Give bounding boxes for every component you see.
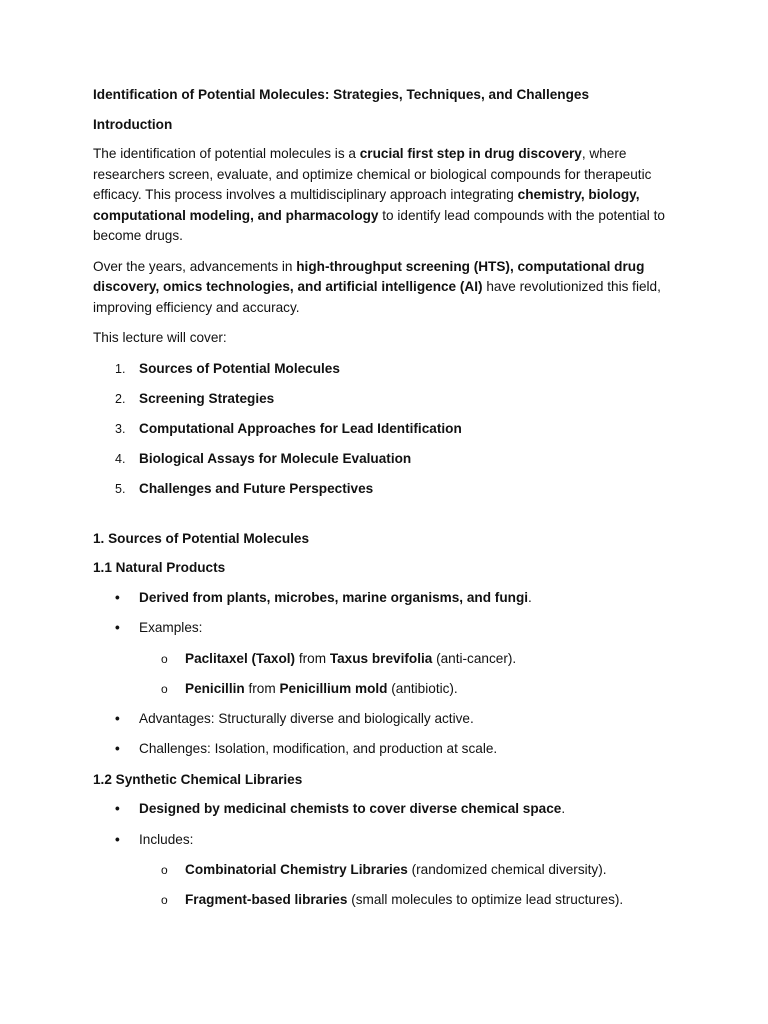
list-item: • Includes:: [93, 830, 683, 851]
section-1-1-heading: 1.1 Natural Products: [93, 560, 226, 575]
sub-bullet-icon: o: [161, 681, 168, 696]
bullet-icon: •: [115, 741, 120, 756]
list-item: o Combinatorial Chemistry Libraries (randomized chemical diversity).: [93, 860, 683, 881]
list-item: 3. Computational Approaches for Lead Identification: [115, 420, 462, 436]
natural-products-notes: [93, 709, 683, 760]
list-item: o Penicillin from Penicillium mold (antibiotic).: [93, 679, 683, 700]
list-item: • Examples:: [93, 618, 683, 639]
list-item: 2. Screening Strategies: [115, 390, 275, 406]
includes-sublist: [93, 860, 683, 911]
list-item: • Advantages: Structurally diverse and biologically active.: [93, 709, 683, 730]
synthetic-libraries-list: [93, 799, 683, 850]
bullet-icon: •: [115, 710, 120, 726]
list-item: o Fragment-based libraries (small molecules to optimize lead structures).: [93, 890, 683, 911]
bullet-icon: •: [115, 801, 120, 816]
bullet-icon: •: [115, 620, 120, 635]
bullet-icon: •: [115, 831, 120, 847]
intro-paragraph-2: Over the years, advancements in high-throughput screening (HTS), computational drug discovery, omics technologies, and artificial intelligence (AI) have revolutionized this field, improving efficiency and accuracy.: [93, 258, 661, 315]
intro-paragraph-1: The identification of potential molecules is a crucial first step in drug discovery, where researchers screen, evaluate, and optimize chemical or biological compounds for therapeutic efficacy. This process involves a multidisciplinary approach integrating chemistry, biology, computational modeling, and pharmacology to identify lead compounds with the potential to become drugs.: [93, 146, 665, 243]
sub-bullet-icon: o: [161, 893, 168, 907]
document-page: [93, 85, 683, 920]
bullet-icon: •: [115, 589, 120, 605]
list-item: 4. Biological Assays for Molecule Evaluation: [115, 450, 412, 466]
list-item: o Paclitaxel (Taxol) from Taxus brevifolia (anti-cancer).: [93, 649, 683, 670]
natural-products-list: [93, 588, 683, 639]
list-item: 5. Challenges and Future Perspectives: [115, 480, 374, 496]
section-1-2-heading: 1.2 Synthetic Chemical Libraries: [93, 771, 303, 787]
sub-bullet-icon: o: [161, 651, 168, 666]
list-item: • Derived from plants, microbes, marine organisms, and fungi.: [93, 588, 683, 609]
section-1-heading: 1. Sources of Potential Molecules: [93, 530, 310, 546]
cover-intro: This lecture will cover:: [93, 330, 227, 345]
document-title: Identification of Potential Molecules: Strategies, Techniques, and Challenges: [93, 87, 590, 102]
list-item: 1. Sources of Potential Molecules: [115, 360, 340, 376]
list-item: • Designed by medicinal chemists to cover diverse chemical space.: [93, 799, 683, 820]
sub-bullet-icon: o: [161, 863, 168, 877]
intro-heading: Introduction: [93, 116, 173, 132]
list-item: • Challenges: Isolation, modification, and production at scale.: [93, 739, 683, 760]
spacer: [93, 509, 683, 529]
cover-list: [93, 359, 683, 500]
examples-sublist: [93, 649, 683, 700]
